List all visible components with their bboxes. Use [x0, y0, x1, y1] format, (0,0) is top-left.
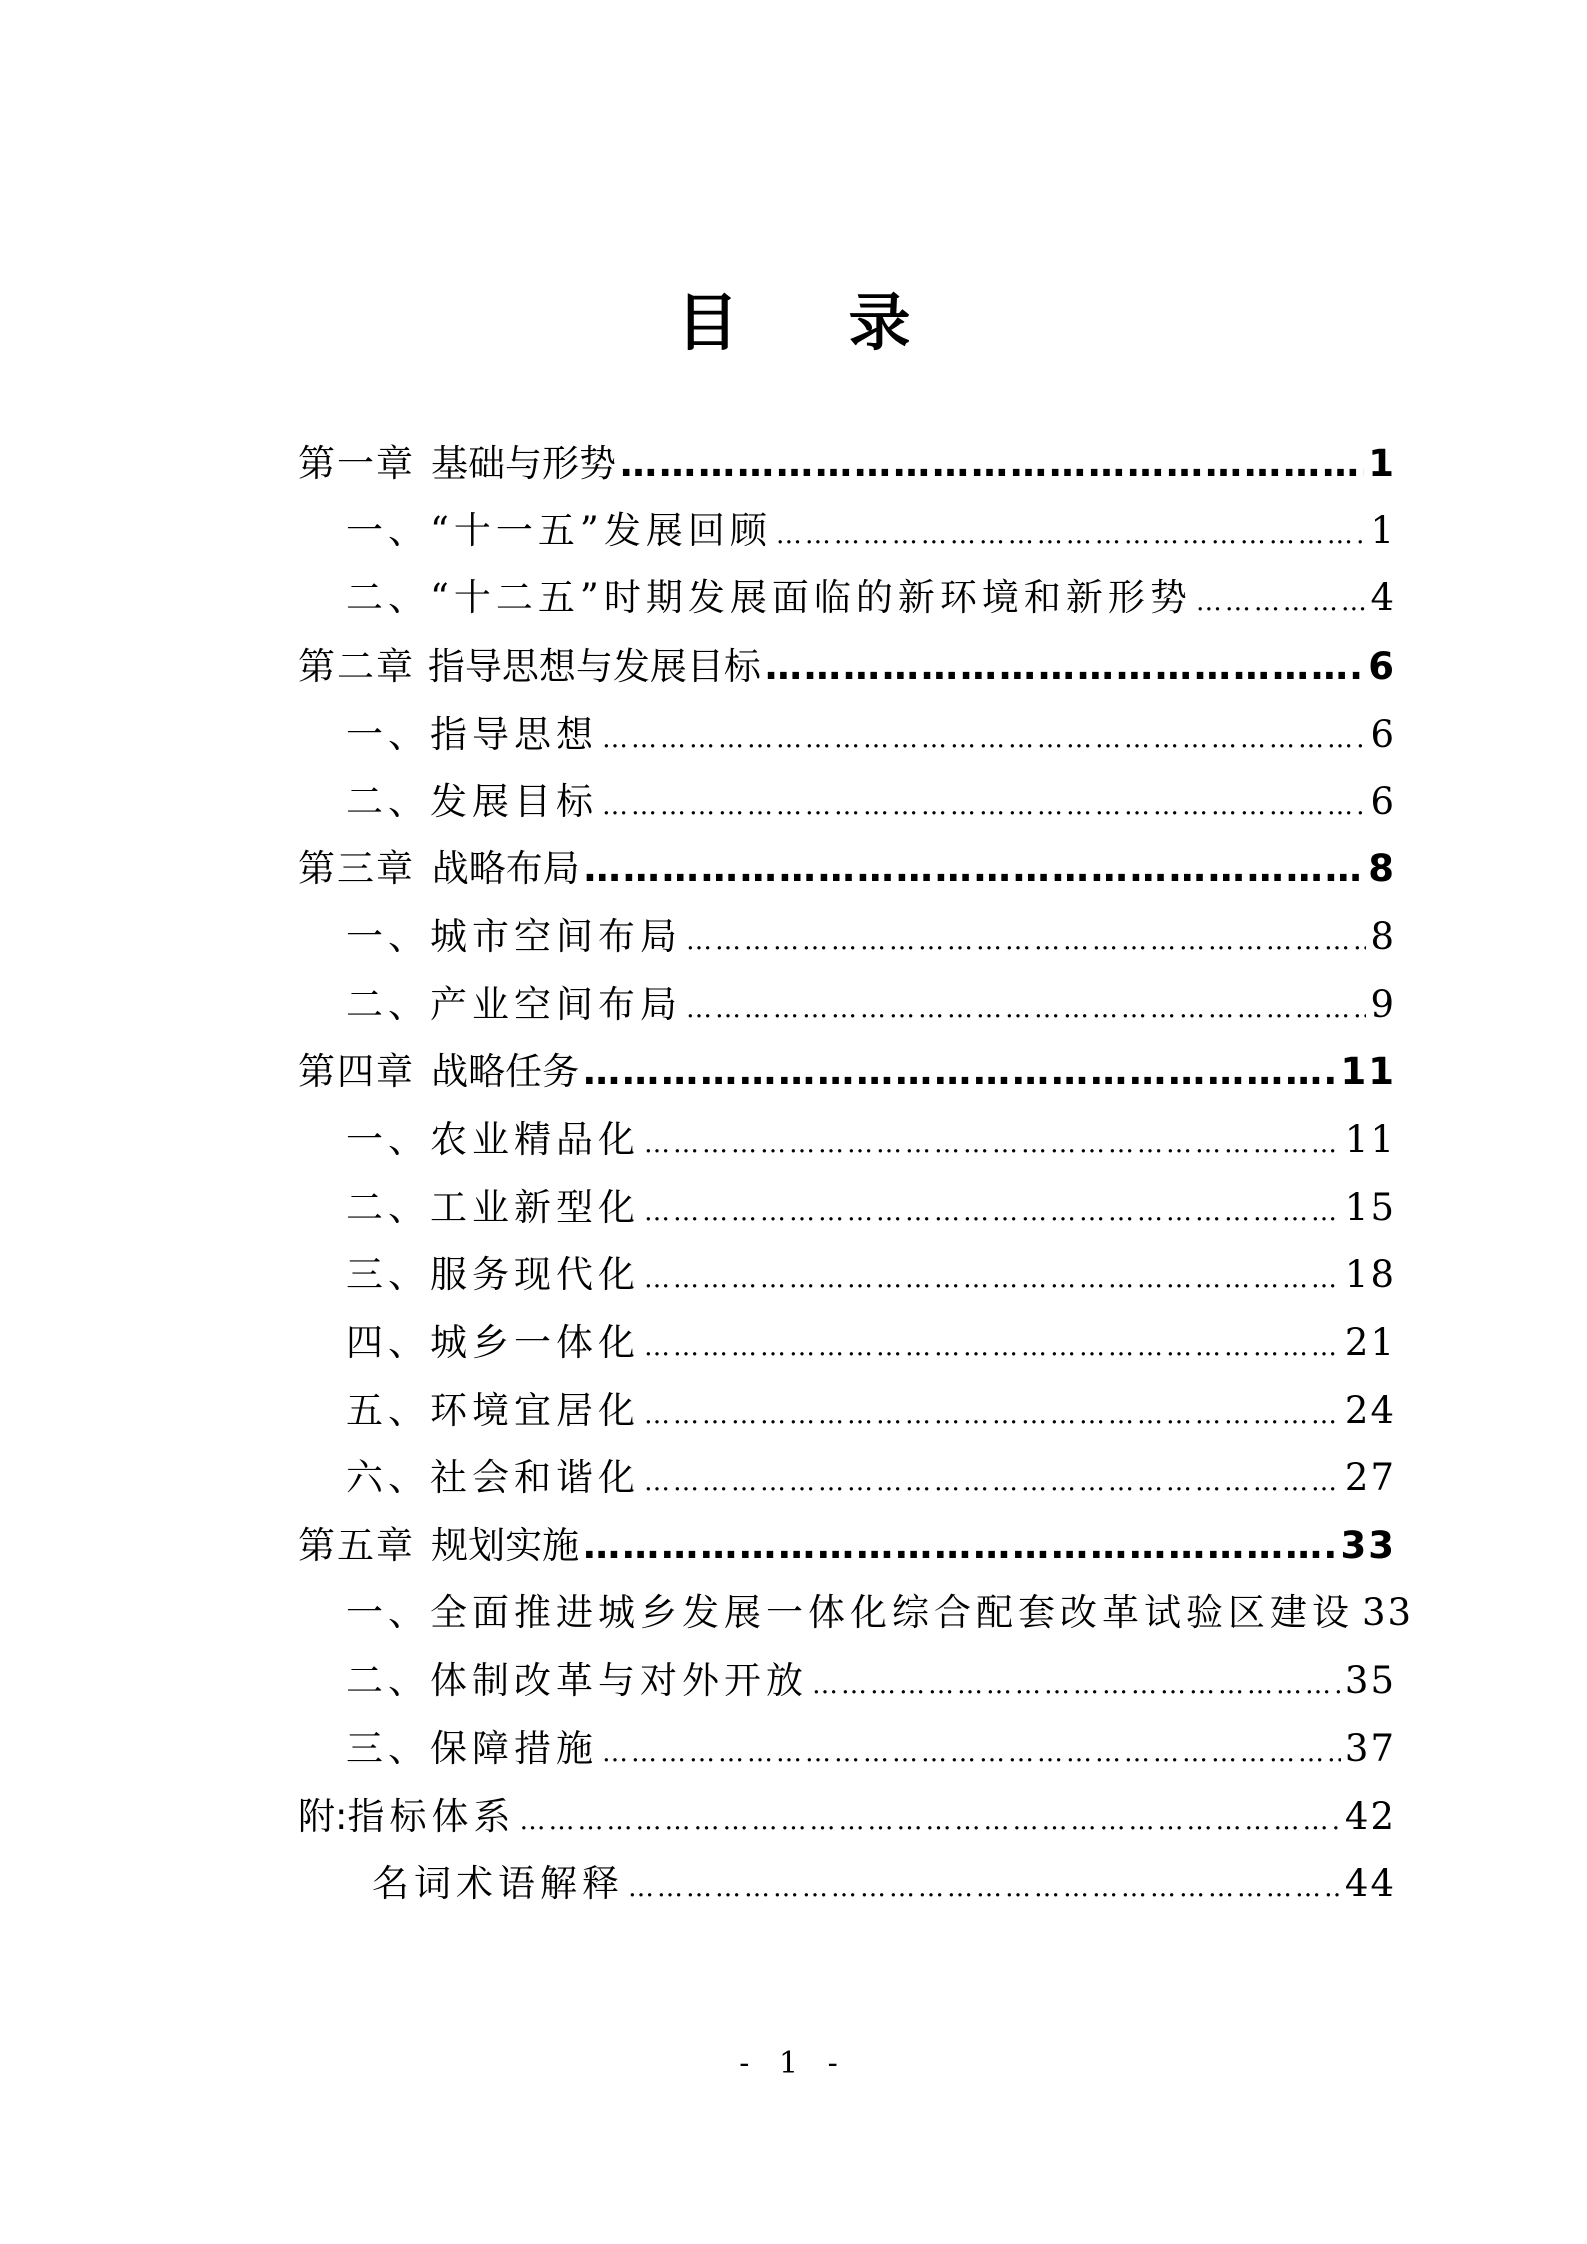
toc-chapter-4[interactable]	[298, 1041, 1396, 1101]
chapter-label: 第五章	[298, 1524, 415, 1567]
toc-chapter-1[interactable]	[298, 433, 1396, 493]
toc-title-char-2: 录	[848, 286, 911, 359]
page-number: 11	[1340, 1050, 1396, 1093]
toc-section-3-1[interactable]	[298, 906, 1396, 966]
dot-leader	[1196, 587, 1367, 617]
section-title: 二、发展目标	[346, 780, 598, 823]
page-number: 6	[1370, 713, 1396, 756]
section-title: 四、城乡一体化	[346, 1321, 640, 1364]
dot-leader	[628, 1873, 1341, 1903]
dot-leader	[776, 520, 1367, 550]
toc-section-1-2[interactable]	[298, 567, 1396, 627]
section-title: 一、全面推进城乡发展一体化综合配套改革试验区建设	[346, 1591, 1354, 1634]
toc-section-5-2[interactable]	[298, 1650, 1396, 1710]
dot-leader	[686, 994, 1366, 1024]
chapter-title: 规划实施	[431, 1524, 580, 1567]
dot-leader	[519, 1806, 1340, 1836]
dot-leader	[644, 1400, 1341, 1430]
page-number: 9	[1370, 983, 1396, 1026]
dot-leader	[644, 1467, 1341, 1497]
chapter-label: 第二章	[298, 645, 415, 688]
toc-section-4-4[interactable]	[298, 1312, 1396, 1372]
section-title: 一、农业精品化	[346, 1118, 640, 1161]
page-footer-number: - 1 -	[739, 2046, 848, 2081]
toc-chapter-2[interactable]	[298, 636, 1396, 696]
toc-section-5-3[interactable]	[298, 1718, 1396, 1778]
toc-title-char-1: 目	[676, 286, 739, 359]
page-number: 33	[1340, 1524, 1396, 1567]
toc-title	[0, 278, 1587, 368]
dot-leader	[644, 1129, 1341, 1159]
dot-leader	[620, 442, 1364, 485]
page-number: 21	[1344, 1321, 1396, 1364]
chapter-title: 战略布局	[431, 847, 580, 890]
toc-chapter-3[interactable]	[298, 838, 1396, 898]
toc-section-4-3[interactable]	[298, 1244, 1396, 1304]
section-title: 指标体系	[347, 1795, 516, 1838]
section-title: 二、产业空间布局	[346, 983, 682, 1026]
page-number: 8	[1370, 915, 1396, 958]
toc-section-1-1[interactable]	[298, 500, 1396, 560]
dot-leader	[584, 847, 1365, 890]
chapter-title: 战略任务	[431, 1050, 580, 1093]
toc-chapter-5[interactable]	[298, 1515, 1396, 1575]
toc-section-4-1[interactable]	[298, 1109, 1396, 1169]
dot-leader	[686, 926, 1366, 956]
section-title: 二、工业新型化	[346, 1186, 640, 1229]
toc-section-2-2[interactable]	[298, 771, 1396, 831]
dot-leader	[644, 1197, 1341, 1227]
section-title: 一、指导思想	[346, 713, 598, 756]
section-title: 名词术语解释	[372, 1862, 624, 1905]
dot-leader	[583, 1050, 1336, 1093]
chapter-label: 第四章	[298, 1050, 415, 1093]
section-title: 三、服务现代化	[346, 1253, 640, 1296]
chapter-label: 第一章	[298, 442, 415, 485]
section-title: 五、环境宜居化	[346, 1389, 640, 1432]
toc-section-4-6[interactable]	[298, 1447, 1396, 1507]
toc-section-2-1[interactable]	[298, 704, 1396, 764]
section-title: 一、“十一五”发展回顾	[346, 509, 772, 552]
dot-leader	[644, 1264, 1341, 1294]
page-number: 33	[1362, 1591, 1414, 1634]
dot-leader	[765, 645, 1364, 688]
page-number: 35	[1344, 1659, 1396, 1702]
page-number: 6	[1370, 780, 1396, 823]
page-number: 18	[1344, 1253, 1396, 1296]
page-number: 37	[1344, 1727, 1396, 1770]
page-number: 27	[1344, 1456, 1396, 1499]
page-number: 1	[1368, 442, 1396, 485]
dot-leader	[583, 1524, 1336, 1567]
appendix-label: 附:	[298, 1795, 348, 1838]
toc-appendix-glossary[interactable]	[298, 1853, 1396, 1913]
page-number: 24	[1344, 1389, 1396, 1432]
toc-appendix[interactable]	[298, 1786, 1396, 1846]
dot-leader	[812, 1670, 1341, 1700]
section-title: 二、体制改革与对外开放	[346, 1659, 808, 1702]
page-number: 4	[1370, 576, 1396, 619]
toc-section-4-2[interactable]	[298, 1177, 1396, 1237]
section-title: 二、“十二五”时期发展面临的新环境和新形势	[346, 576, 1192, 619]
toc-section-4-5[interactable]	[298, 1380, 1396, 1440]
dot-leader	[602, 724, 1366, 754]
chapter-title: 基础与形势	[430, 442, 616, 485]
toc-section-3-2[interactable]	[298, 974, 1396, 1034]
toc-section-5-1[interactable]	[298, 1582, 1414, 1642]
page-number: 6	[1368, 645, 1396, 688]
chapter-label: 第三章	[298, 847, 415, 890]
dot-leader	[644, 1332, 1341, 1362]
page-number: 11	[1344, 1118, 1396, 1161]
page-number: 15	[1344, 1186, 1396, 1229]
section-title: 三、保障措施	[346, 1727, 598, 1770]
page-number: 1	[1370, 509, 1396, 552]
page-number: 42	[1344, 1795, 1396, 1838]
section-title: 六、社会和谐化	[346, 1456, 640, 1499]
section-title: 一、城市空间布局	[346, 915, 682, 958]
page-number: 44	[1344, 1862, 1396, 1905]
page-number: 8	[1368, 847, 1396, 890]
dot-leader	[602, 791, 1366, 821]
chapter-title: 指导思想与发展目标	[427, 645, 761, 688]
dot-leader	[602, 1738, 1341, 1768]
